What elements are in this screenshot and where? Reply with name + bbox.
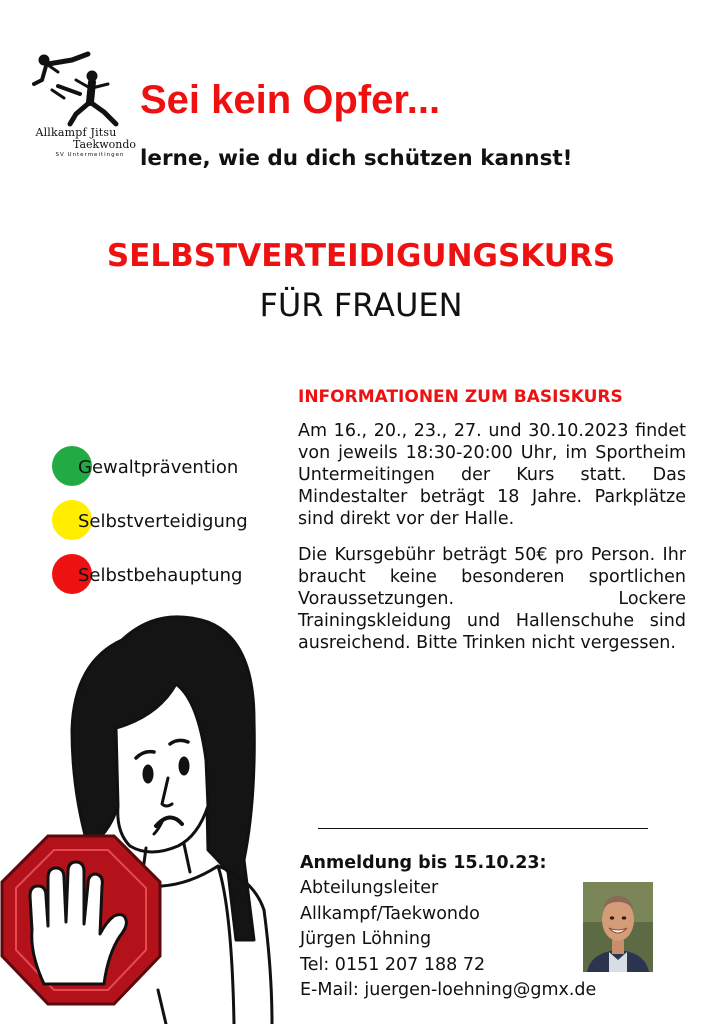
martial-arts-figures-icon xyxy=(28,50,128,128)
info-heading: INFORMATIONEN ZUM BASISKURS xyxy=(298,387,623,407)
logo-text-club: Allkampf Jitsu xyxy=(35,126,117,139)
logo-text-sport: Taekwondo xyxy=(72,138,136,151)
contact-department: Allkampf/Taekwondo xyxy=(300,903,480,924)
person-portrait-icon xyxy=(583,882,653,972)
topic-label: Gewaltprävention xyxy=(78,457,239,478)
topic-label: Selbstverteidigung xyxy=(78,511,248,532)
topic-item-violence-prevention xyxy=(52,446,292,500)
topic-item-self-defense xyxy=(52,500,292,554)
logo-text-location: SV Untermeitingen xyxy=(55,152,125,158)
topic-item-self-assertion xyxy=(52,554,292,608)
contact-email: E-Mail: juergen-loehning@gmx.de xyxy=(300,980,597,1000)
club-logo xyxy=(14,50,138,162)
contact-name: Jürgen Löhning xyxy=(300,929,432,949)
registration-heading: Anmeldung bis 15.10.23: xyxy=(300,853,547,873)
headline: Sei kein Opfer... xyxy=(140,78,441,122)
topic-label: Selbstbehauptung xyxy=(78,565,243,586)
subheadline: lerne, wie du dich schützen kannst! xyxy=(140,146,573,171)
info-paragraph-dates: Am 16., 20., 23., 27. und 30.10.2023 findet von jeweils 18:30-20:00 Uhr, im Sportheim Untermeitingen der Kurs statt. Das Mindestalter beträgt 18 Jahre. Parkplätze sind direkt vor der Halle. xyxy=(298,421,686,529)
stop-hand-icon xyxy=(0,834,162,1006)
contact-photo xyxy=(583,882,653,972)
info-paragraph-fees: Die Kursgebühr beträgt 50€ pro Person. Ihr braucht keine besonderen sportlichen Voraussetzungen. Lockere Trainingskleidung und Hallenschuhe sind ausreichend. Bitte Trinken nicht vergessen. xyxy=(298,545,686,653)
course-title: SELBSTVERTEIDIGUNGSKURS xyxy=(106,238,616,274)
info-section xyxy=(298,386,686,654)
course-subtitle: FÜR FRAUEN xyxy=(259,286,463,324)
contact-phone: Tel: 0151 207 188 72 xyxy=(300,954,486,975)
divider xyxy=(318,828,648,829)
contact-role: Abteilungsleiter xyxy=(300,878,439,898)
topic-list xyxy=(52,446,292,608)
